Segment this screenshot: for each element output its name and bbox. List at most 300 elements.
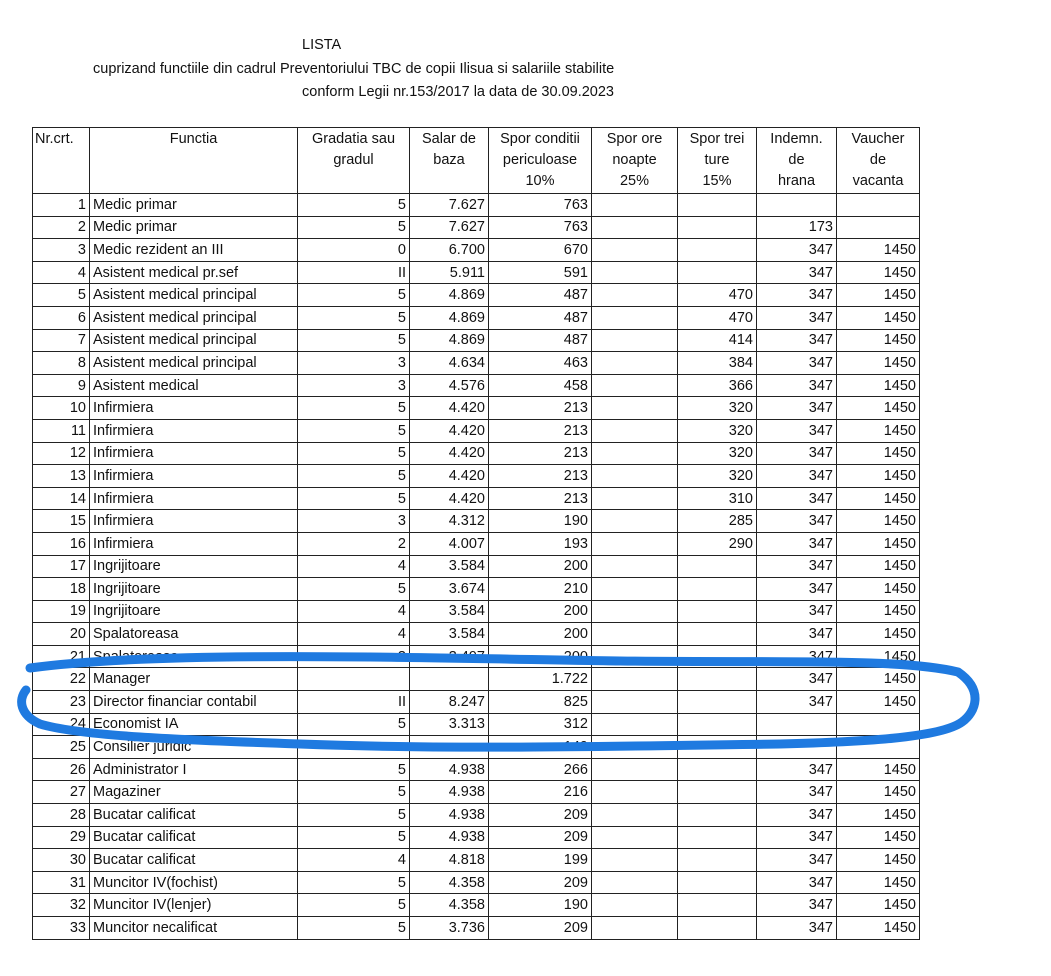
cell-vaucher-vacanta: 1450 [837,442,920,465]
cell-functia: Infirmiera [90,532,298,555]
cell-indemn-hrana: 347 [757,668,837,691]
cell-spor-noapte [592,691,678,714]
cell-vaucher-vacanta: 1450 [837,691,920,714]
cell-functia: Infirmiera [90,465,298,488]
cell-spor-ture: 320 [678,397,757,420]
cell-vaucher-vacanta: 1450 [837,261,920,284]
table-row [33,216,920,239]
cell-spor-ture [678,917,757,940]
cell-functia: Bucatar calificat [90,849,298,872]
cell-gradatia: 5 [298,804,410,827]
cell-spor-noapte [592,826,678,849]
cell-spor-noapte [592,578,678,601]
cell-indemn-hrana: 347 [757,894,837,917]
cell-gradatia: 5 [298,781,410,804]
cell-gradatia: 5 [298,419,410,442]
cell-spor-noapte [592,194,678,217]
cell-functia: Administrator I [90,758,298,781]
column-header-indemn-hrana: Indemn. de hrana [757,128,837,194]
cell-salar-baza: 4.420 [410,442,489,465]
cell-gradatia: 5 [298,894,410,917]
cell-functia: Spalatoreasa [90,645,298,668]
cell-gradatia: 0 [298,239,410,262]
cell-nr-crt: 1 [33,194,90,217]
cell-indemn-hrana: 347 [757,600,837,623]
cell-gradatia: 5 [298,758,410,781]
table-row [33,736,920,759]
cell-salar-baza: 7.627 [410,194,489,217]
column-header-gradatia: Gradatia sau gradul [298,128,410,194]
cell-vaucher-vacanta: 1450 [837,578,920,601]
cell-spor-noapte [592,600,678,623]
cell-spor-conditii: 200 [489,600,592,623]
cell-functia: Muncitor IV(lenjer) [90,894,298,917]
cell-salar-baza: 4.818 [410,849,489,872]
document-subtitle: cuprizand functiile din cadrul Preventoriului TBC de copii Ilisua si salariile stabilite [93,61,615,77]
cell-indemn-hrana: 347 [757,555,837,578]
cell-indemn-hrana: 347 [757,374,837,397]
table-row [33,465,920,488]
cell-indemn-hrana: 347 [757,261,837,284]
cell-nr-crt: 21 [33,645,90,668]
table-row [33,284,920,307]
table-body [33,194,920,940]
column-header-salar-baza: Salar de baza [410,128,489,194]
cell-salar-baza: 3.313 [410,713,489,736]
cell-functia: Economist IA [90,713,298,736]
cell-spor-conditii: 763 [489,216,592,239]
cell-spor-conditii: 213 [489,442,592,465]
cell-nr-crt: 22 [33,668,90,691]
cell-spor-noapte [592,284,678,307]
cell-spor-noapte [592,239,678,262]
cell-spor-conditii: 209 [489,804,592,827]
cell-spor-conditii: 213 [489,487,592,510]
cell-spor-conditii: 825 [489,691,592,714]
cell-vaucher-vacanta: 1450 [837,465,920,488]
cell-indemn-hrana: 347 [757,442,837,465]
cell-spor-conditii: 213 [489,465,592,488]
cell-spor-noapte [592,261,678,284]
cell-functia: Ingrijitoare [90,578,298,601]
cell-functia: Director financiar contabil [90,691,298,714]
cell-salar-baza: 4.420 [410,487,489,510]
cell-salar-baza: 4.420 [410,419,489,442]
cell-vaucher-vacanta: 1450 [837,510,920,533]
cell-spor-ture [678,216,757,239]
cell-spor-conditii: 487 [489,306,592,329]
cell-spor-ture [678,194,757,217]
cell-indemn-hrana: 347 [757,691,837,714]
cell-spor-noapte [592,352,678,375]
cell-salar-baza: 4.576 [410,374,489,397]
cell-nr-crt: 14 [33,487,90,510]
cell-functia: Infirmiera [90,397,298,420]
table-row [33,306,920,329]
cell-spor-conditii: 670 [489,239,592,262]
cell-salar-baza: 4.938 [410,804,489,827]
cell-vaucher-vacanta: 1450 [837,826,920,849]
cell-nr-crt: 20 [33,623,90,646]
cell-salar-baza: 4.938 [410,781,489,804]
table-row [33,442,920,465]
cell-spor-ture [678,261,757,284]
cell-nr-crt: 30 [33,849,90,872]
document-title: LISTA [302,37,342,53]
table-row [33,374,920,397]
cell-spor-conditii: 487 [489,284,592,307]
cell-gradatia: II [298,261,410,284]
cell-gradatia: 4 [298,600,410,623]
cell-nr-crt: 19 [33,600,90,623]
cell-indemn-hrana: 347 [757,917,837,940]
cell-nr-crt: 29 [33,826,90,849]
cell-spor-noapte [592,668,678,691]
cell-spor-conditii: 209 [489,917,592,940]
cell-indemn-hrana: 347 [757,510,837,533]
cell-nr-crt: 5 [33,284,90,307]
cell-spor-conditii: 1.722 [489,668,592,691]
cell-spor-ture: 384 [678,352,757,375]
cell-vaucher-vacanta: 1450 [837,487,920,510]
cell-vaucher-vacanta: 1450 [837,623,920,646]
cell-salar-baza: 4.358 [410,871,489,894]
cell-indemn-hrana: 347 [757,329,837,352]
cell-salar-baza: 5.911 [410,261,489,284]
cell-functia: Infirmiera [90,419,298,442]
cell-spor-noapte [592,736,678,759]
cell-vaucher-vacanta: 1450 [837,397,920,420]
cell-spor-conditii: 190 [489,510,592,533]
cell-spor-noapte [592,555,678,578]
cell-spor-ture [678,849,757,872]
cell-salar-baza: 4.938 [410,758,489,781]
table-row [33,713,920,736]
table-row [33,532,920,555]
cell-spor-ture [678,645,757,668]
cell-vaucher-vacanta: 1450 [837,758,920,781]
cell-spor-ture [678,758,757,781]
cell-vaucher-vacanta: 1450 [837,374,920,397]
cell-gradatia: 5 [298,917,410,940]
table-row [33,419,920,442]
salary-table [32,127,920,940]
cell-spor-noapte [592,442,678,465]
cell-nr-crt: 8 [33,352,90,375]
cell-spor-ture [678,894,757,917]
column-header-spor-noapte: Spor ore noapte 25% [592,128,678,194]
cell-indemn-hrana: 347 [757,871,837,894]
cell-gradatia: 5 [298,329,410,352]
cell-spor-ture: 366 [678,374,757,397]
column-header-nr-crt: Nr.crt. [33,128,90,194]
cell-nr-crt: 16 [33,532,90,555]
cell-vaucher-vacanta: 1450 [837,668,920,691]
table-row [33,600,920,623]
cell-nr-crt: 11 [33,419,90,442]
table-row [33,510,920,533]
cell-nr-crt: 9 [33,374,90,397]
cell-spor-conditii: 209 [489,826,592,849]
cell-vaucher-vacanta [837,216,920,239]
cell-salar-baza: 4.358 [410,894,489,917]
cell-gradatia: 5 [298,578,410,601]
cell-spor-noapte [592,871,678,894]
cell-spor-noapte [592,397,678,420]
cell-indemn-hrana: 347 [757,826,837,849]
table-row [33,849,920,872]
cell-spor-conditii: 763 [489,194,592,217]
cell-nr-crt: 33 [33,917,90,940]
cell-salar-baza: 4.869 [410,284,489,307]
cell-vaucher-vacanta [837,713,920,736]
cell-gradatia: 5 [298,465,410,488]
cell-spor-noapte [592,419,678,442]
table-row [33,871,920,894]
cell-spor-ture: 310 [678,487,757,510]
cell-salar-baza: 3.584 [410,600,489,623]
cell-vaucher-vacanta: 1450 [837,555,920,578]
cell-gradatia: 5 [298,442,410,465]
cell-functia: Magaziner [90,781,298,804]
cell-indemn-hrana: 347 [757,623,837,646]
cell-gradatia: 5 [298,487,410,510]
cell-vaucher-vacanta: 1450 [837,329,920,352]
table-row [33,578,920,601]
table-row [33,397,920,420]
cell-indemn-hrana: 347 [757,397,837,420]
cell-spor-conditii: 216 [489,781,592,804]
cell-salar-baza: 3.736 [410,917,489,940]
table-row [33,329,920,352]
cell-functia: Infirmiera [90,510,298,533]
cell-indemn-hrana: 347 [757,306,837,329]
cell-salar-baza [410,736,489,759]
cell-gradatia: 4 [298,849,410,872]
table-row [33,487,920,510]
table-row [33,691,920,714]
cell-gradatia: 5 [298,826,410,849]
cell-functia: Manager [90,668,298,691]
column-header-spor-ture: Spor trei ture 15% [678,128,757,194]
cell-nr-crt: 15 [33,510,90,533]
cell-functia: Muncitor IV(fochist) [90,871,298,894]
cell-indemn-hrana: 347 [757,239,837,262]
cell-vaucher-vacanta: 1450 [837,600,920,623]
cell-functia: Medic primar [90,216,298,239]
cell-gradatia [298,668,410,691]
cell-indemn-hrana: 347 [757,352,837,375]
cell-spor-noapte [592,713,678,736]
cell-spor-ture: 290 [678,532,757,555]
cell-gradatia: 4 [298,555,410,578]
table-row [33,826,920,849]
cell-vaucher-vacanta: 1450 [837,239,920,262]
cell-nr-crt: 17 [33,555,90,578]
cell-salar-baza: 6.700 [410,239,489,262]
cell-spor-noapte [592,465,678,488]
cell-spor-ture [678,691,757,714]
cell-spor-ture [678,826,757,849]
cell-indemn-hrana: 347 [757,284,837,307]
cell-spor-conditii: 312 [489,713,592,736]
cell-salar-baza: 7.627 [410,216,489,239]
cell-nr-crt: 26 [33,758,90,781]
cell-spor-ture: 414 [678,329,757,352]
cell-nr-crt: 7 [33,329,90,352]
table-row [33,623,920,646]
cell-salar-baza: 3.674 [410,578,489,601]
table-header-row [33,128,920,194]
cell-gradatia [298,736,410,759]
cell-indemn-hrana: 347 [757,804,837,827]
table-row [33,668,920,691]
cell-vaucher-vacanta: 1450 [837,871,920,894]
cell-indemn-hrana [757,736,837,759]
cell-spor-noapte [592,510,678,533]
cell-vaucher-vacanta: 1450 [837,284,920,307]
column-header-spor-conditii: Spor conditii periculoase 10% [489,128,592,194]
cell-indemn-hrana [757,194,837,217]
cell-vaucher-vacanta: 1450 [837,849,920,872]
cell-spor-conditii: 199 [489,849,592,872]
table-row [33,239,920,262]
cell-spor-noapte [592,917,678,940]
cell-salar-baza: 4.938 [410,826,489,849]
cell-nr-crt: 28 [33,804,90,827]
cell-nr-crt: 4 [33,261,90,284]
cell-nr-crt: 2 [33,216,90,239]
cell-functia: Asistent medical [90,374,298,397]
cell-spor-ture: 470 [678,284,757,307]
cell-spor-ture [678,804,757,827]
table-row [33,261,920,284]
cell-functia: Asistent medical principal [90,329,298,352]
cell-spor-conditii: 200 [489,555,592,578]
cell-salar-baza: 4.634 [410,352,489,375]
cell-spor-ture: 320 [678,442,757,465]
cell-indemn-hrana: 173 [757,216,837,239]
cell-nr-crt: 12 [33,442,90,465]
cell-spor-noapte [592,758,678,781]
document-law-reference: conform Legii nr.153/2017 la data de 30.09.2023 [302,84,614,100]
cell-spor-conditii: 149 [489,736,592,759]
cell-nr-crt: 25 [33,736,90,759]
cell-spor-noapte [592,894,678,917]
cell-functia: Asistent medical principal [90,306,298,329]
cell-gradatia: 3 [298,645,410,668]
cell-indemn-hrana: 347 [757,849,837,872]
cell-indemn-hrana: 347 [757,758,837,781]
cell-spor-conditii: 210 [489,578,592,601]
cell-spor-conditii: 458 [489,374,592,397]
cell-vaucher-vacanta: 1450 [837,532,920,555]
cell-spor-conditii: 193 [489,532,592,555]
cell-salar-baza: 4.869 [410,306,489,329]
cell-salar-baza [410,668,489,691]
table-row [33,804,920,827]
cell-spor-noapte [592,645,678,668]
cell-gradatia: 3 [298,352,410,375]
cell-vaucher-vacanta [837,736,920,759]
cell-nr-crt: 31 [33,871,90,894]
cell-vaucher-vacanta: 1450 [837,306,920,329]
cell-nr-crt: 18 [33,578,90,601]
cell-gradatia: 5 [298,397,410,420]
cell-nr-crt: 23 [33,691,90,714]
cell-spor-noapte [592,623,678,646]
cell-salar-baza: 3.497 [410,645,489,668]
cell-nr-crt: 10 [33,397,90,420]
cell-spor-ture: 320 [678,465,757,488]
cell-indemn-hrana: 347 [757,578,837,601]
cell-vaucher-vacanta: 1450 [837,894,920,917]
cell-gradatia: 5 [298,194,410,217]
cell-indemn-hrana: 347 [757,487,837,510]
cell-vaucher-vacanta: 1450 [837,645,920,668]
cell-gradatia: 4 [298,623,410,646]
table-row [33,917,920,940]
cell-indemn-hrana [757,713,837,736]
cell-spor-conditii: 487 [489,329,592,352]
cell-gradatia: 5 [298,306,410,329]
cell-salar-baza: 3.584 [410,555,489,578]
table-row [33,781,920,804]
cell-spor-conditii: 463 [489,352,592,375]
cell-vaucher-vacanta: 1450 [837,352,920,375]
cell-spor-noapte [592,781,678,804]
cell-spor-conditii: 190 [489,894,592,917]
cell-spor-conditii: 209 [489,871,592,894]
cell-indemn-hrana: 347 [757,645,837,668]
cell-gradatia: 5 [298,713,410,736]
cell-functia: Infirmiera [90,487,298,510]
cell-gradatia: 3 [298,510,410,533]
cell-functia: Consilier juridic [90,736,298,759]
cell-nr-crt: 6 [33,306,90,329]
cell-salar-baza: 4.420 [410,397,489,420]
cell-spor-noapte [592,849,678,872]
cell-nr-crt: 24 [33,713,90,736]
cell-spor-conditii: 200 [489,623,592,646]
cell-spor-conditii: 200 [489,645,592,668]
cell-functia: Asistent medical pr.sef [90,261,298,284]
cell-spor-noapte [592,306,678,329]
cell-gradatia: 3 [298,374,410,397]
cell-nr-crt: 32 [33,894,90,917]
cell-functia: Spalatoreasa [90,623,298,646]
cell-spor-conditii: 266 [489,758,592,781]
cell-vaucher-vacanta: 1450 [837,781,920,804]
table-row [33,645,920,668]
cell-functia: Bucatar calificat [90,804,298,827]
cell-functia: Ingrijitoare [90,555,298,578]
cell-salar-baza: 4.007 [410,532,489,555]
cell-gradatia: 5 [298,216,410,239]
cell-salar-baza: 4.869 [410,329,489,352]
cell-spor-ture [678,713,757,736]
cell-spor-ture [678,600,757,623]
column-header-vaucher-vacanta: Vaucher de vacanta [837,128,920,194]
cell-spor-ture [678,555,757,578]
cell-spor-ture [678,736,757,759]
cell-indemn-hrana: 347 [757,781,837,804]
cell-gradatia: 5 [298,284,410,307]
cell-functia: Medic rezident an III [90,239,298,262]
cell-nr-crt: 13 [33,465,90,488]
cell-spor-noapte [592,532,678,555]
cell-vaucher-vacanta: 1450 [837,419,920,442]
